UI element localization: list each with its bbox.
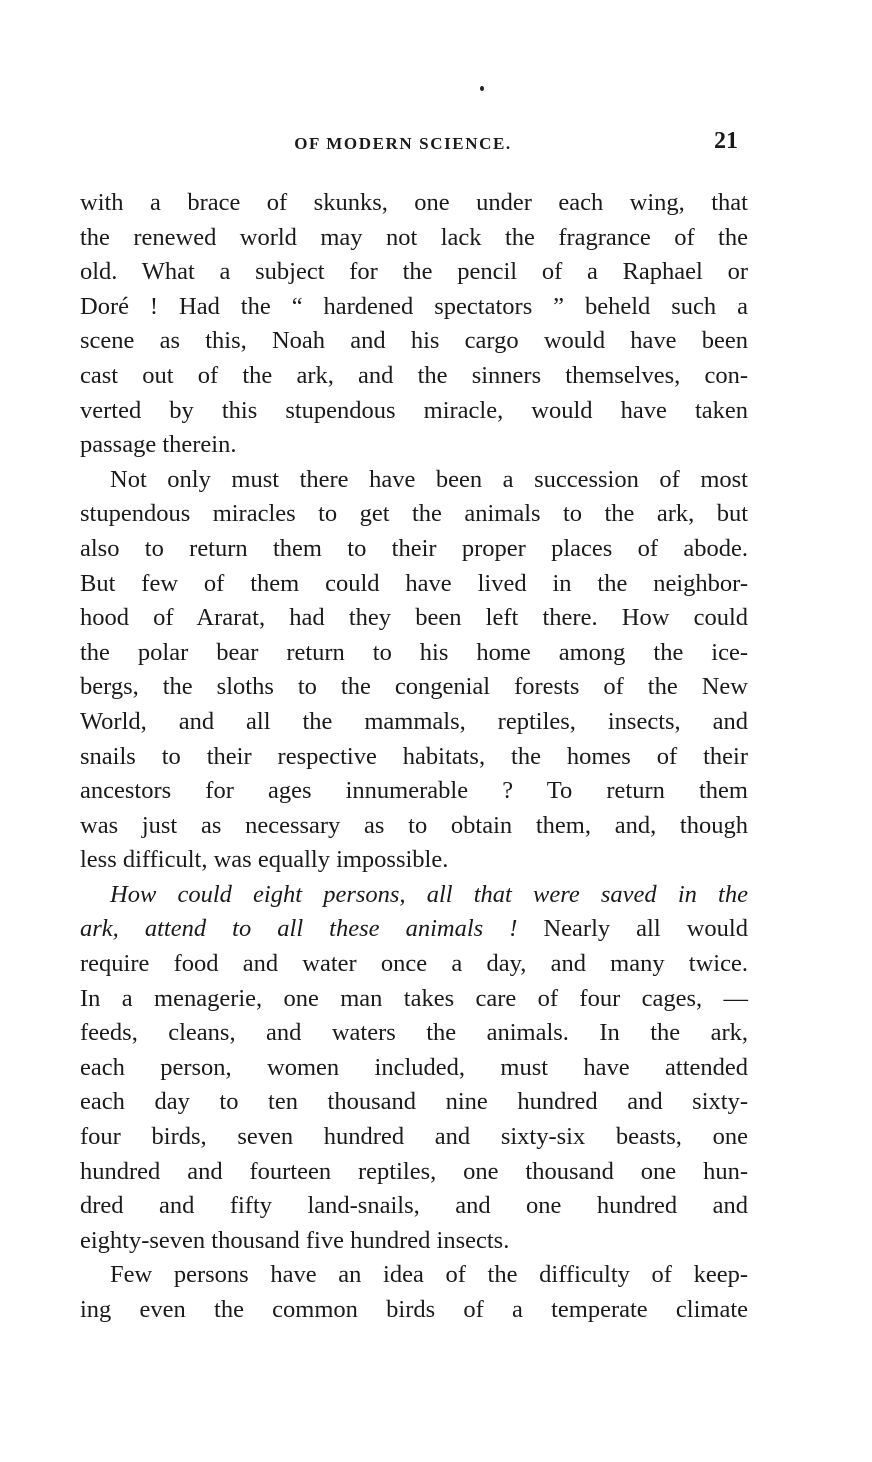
text-line: verted by this stupendous miracle, would have taken <box>80 396 748 424</box>
page-number: 21 <box>714 128 738 154</box>
text-line: In a menagerie, one man takes care of four cages, — <box>80 984 748 1012</box>
text-line: each day to ten thousand nine hundred and sixty- <box>80 1088 748 1116</box>
text-line: four birds, seven hundred and sixty-six beasts, one <box>80 1123 748 1151</box>
text-line: each person, women included, must have attended <box>80 1053 748 1081</box>
text-line: the polar bear return to his home among the ice- <box>80 638 748 666</box>
text-line: passage therein. <box>80 431 237 459</box>
text-line: cast out of the ark, and the sinners themselves, con- <box>80 361 748 389</box>
text-line: hundred and fourteen reptiles, one thousand one hun- <box>80 1157 748 1185</box>
text-line: stupendous miracles to get the animals to the ark, but <box>80 500 748 528</box>
text-line: the renewed world may not lack the fragrance of the <box>80 223 748 251</box>
text-line: bergs, the sloths to the congenial forests of the New <box>80 673 748 701</box>
text-line: World, and all the mammals, reptiles, insects, and <box>80 707 748 735</box>
text-line: eighty-seven thousand five hundred insects. <box>80 1226 510 1254</box>
text-line: less difficult, was equally impossible. <box>80 846 449 874</box>
paragraph-1 <box>80 186 748 463</box>
paragraph-4 <box>80 1258 748 1327</box>
text-line: hood of Ararat, had they been left there. How could <box>80 604 748 632</box>
italic-phrase: ark, attend to all these animals ! <box>80 915 518 943</box>
text-line: ing even the common birds of a temperate climate <box>80 1296 748 1323</box>
running-head <box>80 128 746 162</box>
italic-text-line: How could eight persons, all that were saved in the <box>110 880 748 908</box>
text-line: old. What a subject for the pencil of a Raphael or <box>80 258 748 286</box>
text-phrase: Nearly all would <box>517 915 748 943</box>
text-line: Few persons have an idea of the difficulty of keep- <box>110 1261 748 1289</box>
body-text <box>80 186 748 1328</box>
text-line: But few of them could have lived in the neighbor- <box>80 569 748 597</box>
mixed-text-line <box>80 912 748 947</box>
text-line: was just as necessary as to obtain them, and, though <box>80 811 748 839</box>
text-line: Doré ! Had the “ hardened spectators ” beheld such a <box>80 292 748 320</box>
paragraph-3 <box>80 878 748 1259</box>
text-line: dred and fifty land-snails, and one hundred and <box>80 1192 748 1220</box>
text-line: require food and water once a day, and many twice. <box>80 950 748 978</box>
text-line: snails to their respective habitats, the homes of their <box>80 742 748 770</box>
text-line: scene as this, Noah and his cargo would have been <box>80 327 748 355</box>
paragraph-2 <box>80 463 748 878</box>
text-line: also to return them to their proper places of abode. <box>80 534 748 562</box>
text-line: Not only must there have been a succession of most <box>110 465 748 493</box>
text-line: feeds, cleans, and waters the animals. In the ark, <box>80 1019 748 1047</box>
text-line: with a brace of skunks, one under each wing, that <box>80 189 748 216</box>
ink-speck <box>480 86 484 91</box>
running-title: OF MODERN SCIENCE. <box>294 134 512 153</box>
text-line: ancestors for ages innumerable ? To return them <box>80 777 748 805</box>
